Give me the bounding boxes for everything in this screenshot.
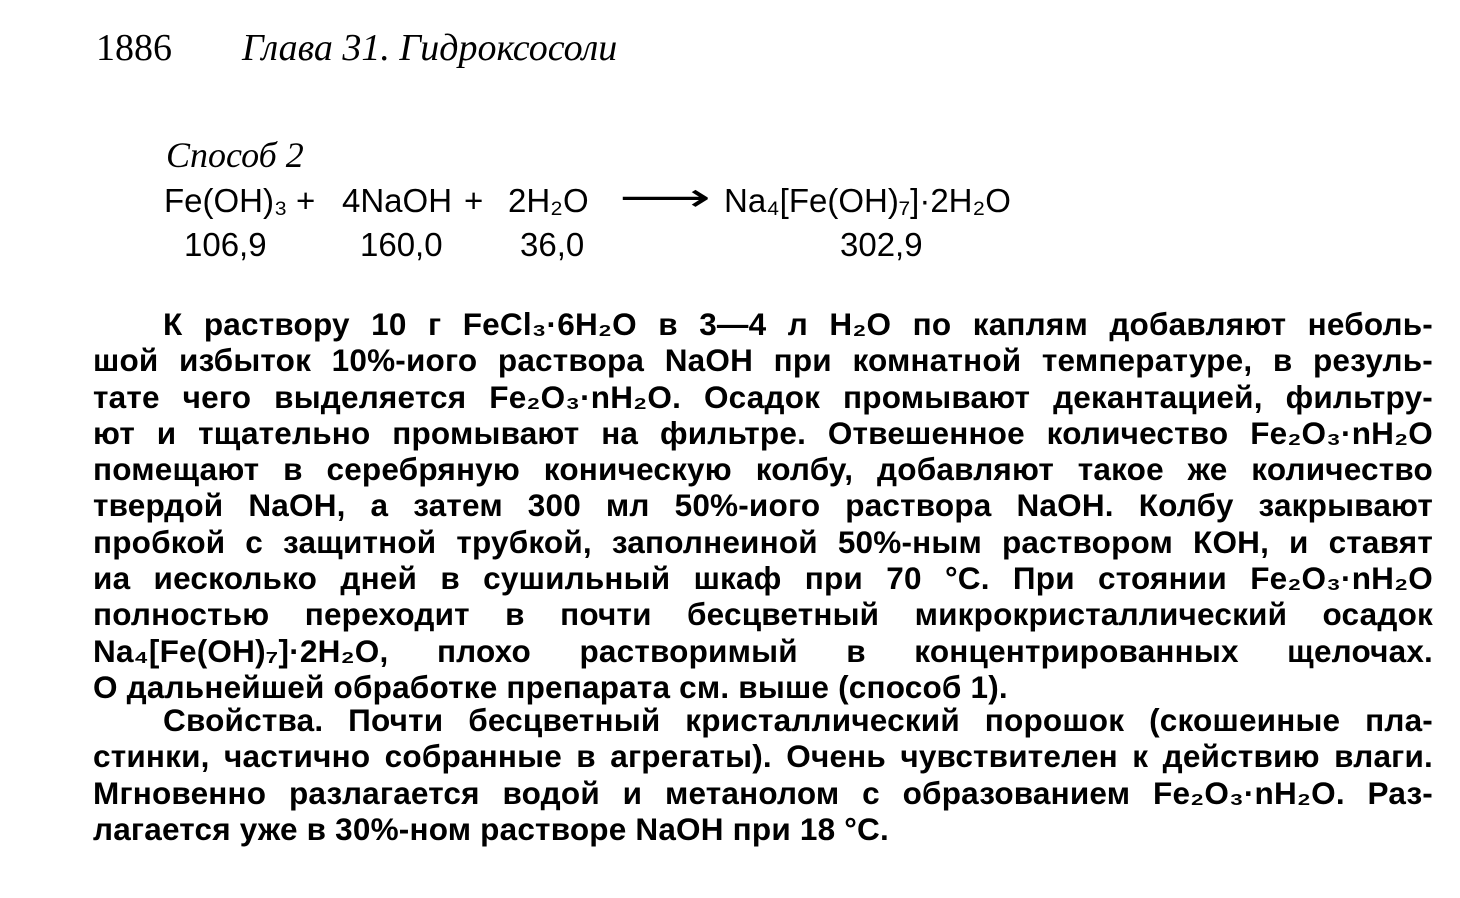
text-line: шой избыток 10%-иого раствора NaOH при комнатной температуре, в резуль- [93, 342, 1433, 379]
text-line: О дальнейшей обработке препарата см. выше (способ 1). [93, 668, 1008, 705]
page-header [96, 26, 617, 70]
reactant-3: 2H₂O [508, 182, 589, 219]
procedure-paragraph [93, 306, 1433, 705]
text-line: лагается уже в 30%-ном растворе NaOH при 18 °С. [93, 810, 889, 847]
molar-mass-2: 160,0 [360, 226, 443, 263]
plus-sign-1: + [296, 182, 316, 219]
text-line: твердой NaOH, а затем 300 мл 50%-иого раствора NaOH. Колбу закрывают [93, 487, 1433, 524]
reaction-arrow: ⟶ [619, 176, 711, 220]
text-line: полностью переходит в почти бесцветный микрокристаллический осадок [93, 596, 1433, 633]
method-title: Способ 2 [166, 135, 304, 175]
text-fragment: Почти бесцветный кристаллический порошок (скошеиные пла- [323, 702, 1433, 738]
text-line: ют и тщательно промывают на фильтре. Отвешенное количество Fe₂O₃·nH₂O [93, 414, 1433, 451]
text-line: Na₄[Fe(OH)₇]·2H₂O, плохо растворимый в концентрированных щелочах. [93, 632, 1433, 669]
text-line: иа иесколько дней в сушильный шкаф при 70 °С. При стоянии Fe₂O₃·nH₂O [93, 560, 1433, 597]
page-number: 1886 [96, 27, 172, 69]
product: Na₄[Fe(OH)₇]·2H₂O [724, 182, 1011, 219]
chapter-title: Глава 31. Гидроксосоли [242, 27, 618, 69]
text-line: Мгновенно разлагается водой и метанолом с образованием Fe₂O₃·nH₂O. Раз- [93, 774, 1433, 811]
text-line: тате чего выделяется Fe₂O₃·nH₂O. Осадок промывают декантацией, фильтру- [93, 378, 1433, 415]
text-line: помещают в серебряную коническую колбу, добавляют такое же количество [93, 451, 1433, 488]
text-line: стинки, частично собранные в агрегаты). Очень чувствителен к действию влаги. [93, 738, 1433, 775]
molar-mass-product: 302,9 [840, 226, 923, 263]
text-line: пробкой с защитной трубкой, заполнеиной 50%-ным раствором КОН, и ставят [93, 523, 1433, 560]
properties-paragraph [93, 702, 1433, 847]
molar-mass-3: 36,0 [520, 226, 585, 263]
plus-sign-2: + [464, 182, 484, 219]
text-line: К раствору 10 г FeCl₃·6H₂O в 3—4 л H₂O по каплям добавляют неболь- [163, 306, 1433, 342]
molar-mass-1: 106,9 [184, 226, 267, 263]
reactant-2: 4NaOH [342, 182, 453, 219]
properties-heading: Свойства. [163, 702, 324, 738]
text-line [93, 702, 1433, 738]
reactant-1: Fe(OH)₃ [164, 182, 288, 219]
